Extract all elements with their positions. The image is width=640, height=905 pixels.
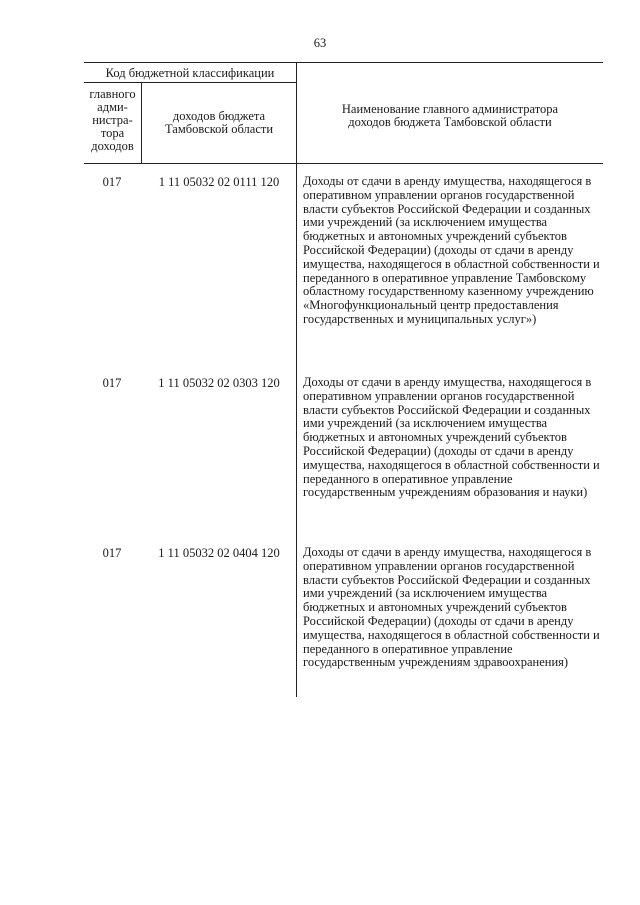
page-number: 63	[313, 36, 327, 50]
header-name-line: доходов бюджета Тамбовской области	[348, 115, 552, 129]
row-kbk-code: 1 11 05032 02 0303 120	[158, 376, 280, 390]
row-admin-code: 017	[102, 546, 122, 560]
header-name-column	[297, 103, 603, 129]
header-bottom-border	[84, 163, 603, 164]
header-subgroup-divider	[84, 82, 297, 83]
row-admin-code: 017	[102, 175, 122, 189]
header-admin-line: нистра-	[92, 113, 133, 127]
header-admin-line: тора	[100, 126, 125, 140]
row-revenue-name: Доходы от сдачи в аренду имущества, находящегося в оперативном управлении органов государственной власти субъектов Российской Федерации и созданных ими учреждений (за исключением имущества бюджетных и автономных учреждений субъектов Российской Федерации) (доходы от сдачи в аренду имущества, находящегося в областной собственности и переданного в оперативное управление государственным учреждениям образования и науки)	[303, 375, 600, 500]
header-admin-column	[84, 88, 141, 153]
column-divider-name	[296, 62, 297, 697]
row-revenue-name: Доходы от сдачи в аренду имущества, находящегося в оперативном управлении органов государственной власти субъектов Российской Федерации и созданных ими учреждений (за исключением имущества бюджетных и автономных учреждений субъектов Российской Федерации) (доходы от сдачи в аренду имущества, находящегося в областной собственности и переданного в оперативное управление Тамбовскому областному государственному казенному учреждению «Многофункциональный центр предоставления государственных и муниципальных услуг»)	[303, 174, 600, 326]
row-kbk-code: 1 11 05032 02 0111 120	[158, 175, 280, 189]
header-admin-line: главного	[89, 87, 136, 101]
header-kbk-column	[142, 110, 296, 136]
header-admin-line: доходов	[91, 139, 134, 153]
row-revenue-name: Доходы от сдачи в аренду имущества, находящегося в оперативном управлении органов государственной власти субъектов Российской Федерации и созданных ими учреждений (за исключением имущества бюджетных и автономных учреждений субъектов Российской Федерации) (доходы от сдачи в аренду имущества, находящегося в областной собственности и переданного в оперативное управление государственным учреждениям здравоохранения)	[303, 545, 600, 670]
header-admin-line: адми-	[97, 100, 128, 114]
header-kbk-line: Тамбовской области	[164, 122, 274, 136]
table-top-border	[84, 62, 603, 63]
header-name-line: Наименование главного администратора	[341, 102, 559, 116]
row-kbk-code: 1 11 05032 02 0404 120	[158, 546, 280, 560]
header-kbk-line: доходов бюджета	[172, 109, 266, 123]
row-admin-code: 017	[102, 376, 122, 390]
header-budget-classification-code: Код бюджетной классификации	[105, 66, 275, 80]
